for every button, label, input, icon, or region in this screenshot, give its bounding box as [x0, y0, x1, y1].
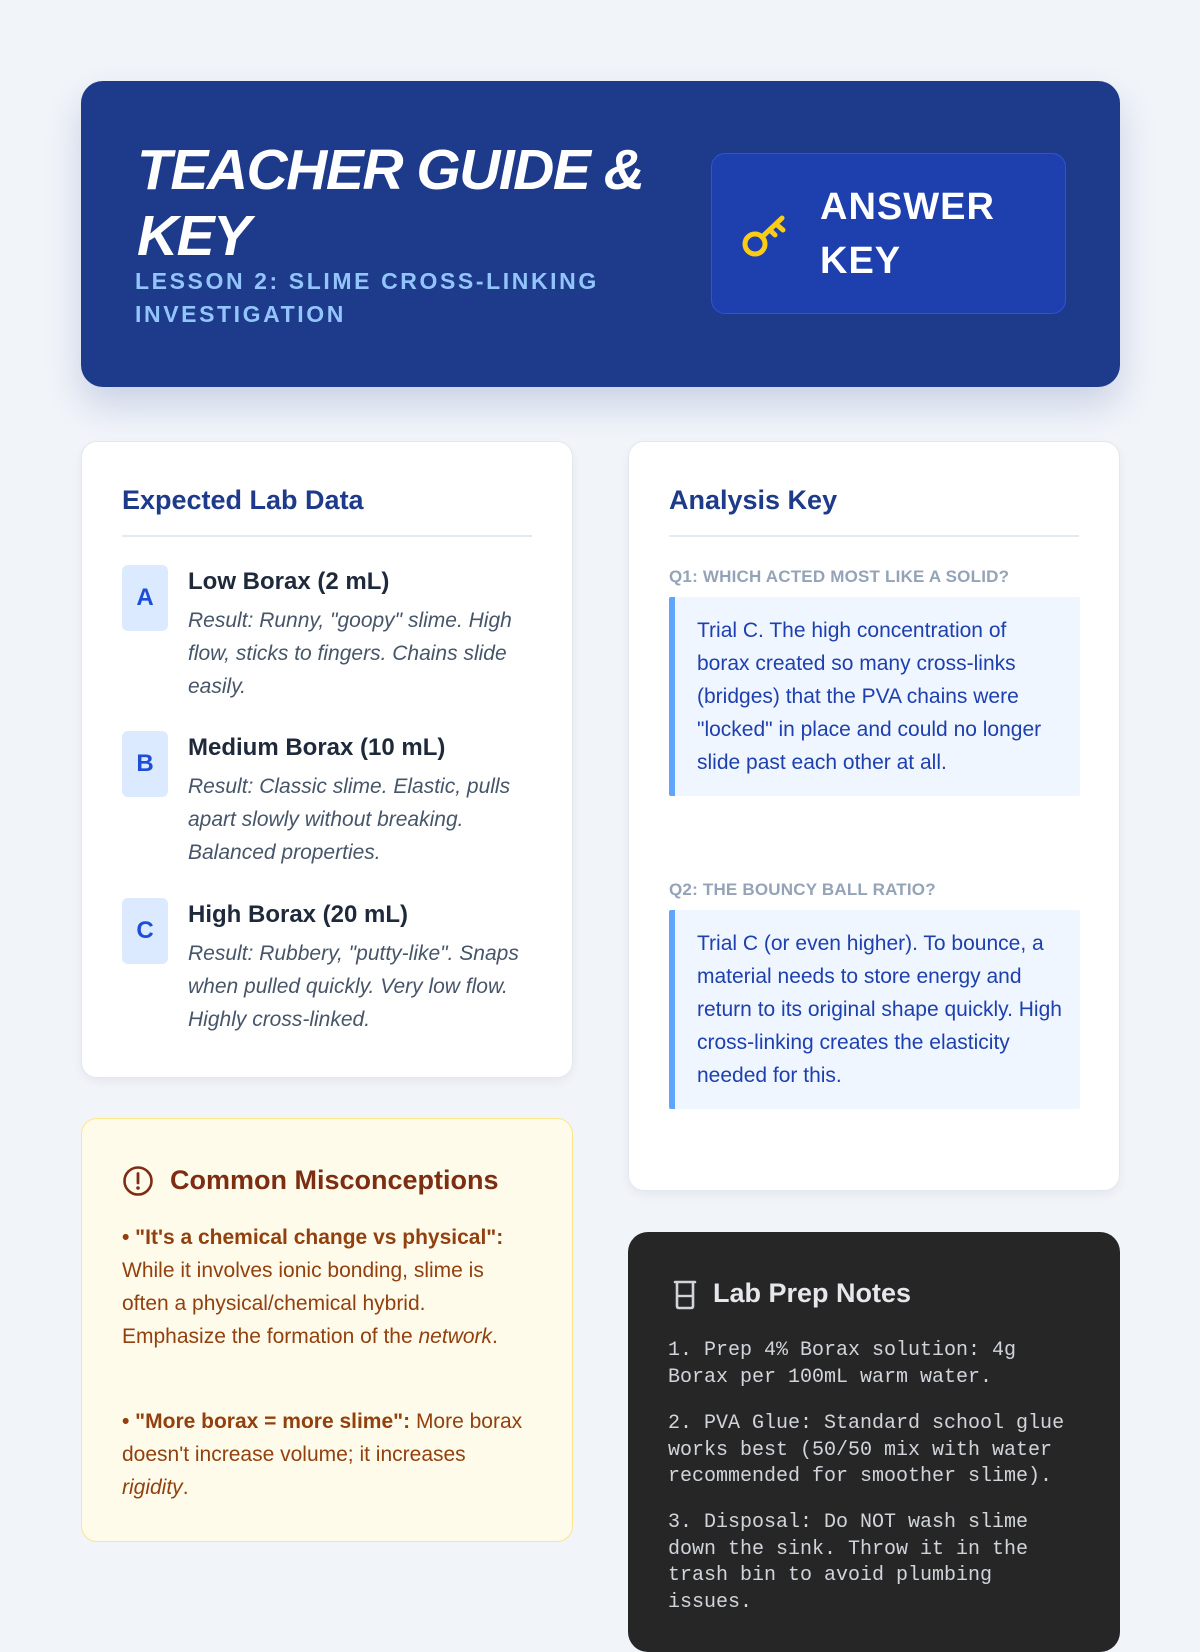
prep-note: 3. Disposal: Do NOT wash slime down the sink. Throw it in the trash bin to avoid plumbing issues.	[668, 1511, 1029, 1614]
alert-circle-icon	[122, 1165, 154, 1197]
trial-name: Medium Borax (10 mL)	[188, 734, 446, 761]
misconception-text-end: .	[182, 1476, 189, 1499]
misconception-text: More borax doesn't increase volume; it increases	[122, 1410, 523, 1466]
answer-key-label: ANSWER KEY	[820, 186, 995, 282]
common-misconceptions-card	[81, 1118, 573, 1542]
answer-key-badge	[711, 153, 1066, 314]
trial-result: Result: Rubbery, "putty-like". Snaps when pulled quickly. Very low flow. Highly cross-linked.	[188, 942, 519, 1031]
expected-lab-data-card	[81, 441, 573, 1078]
prep-note: 1. Prep 4% Borax solution: 4g Borax per 100mL warm water.	[668, 1339, 1017, 1389]
trial-name: Low Borax (2 mL)	[188, 568, 390, 595]
misconception-text-end: .	[492, 1325, 498, 1348]
misconception-item	[122, 1405, 534, 1504]
misconception-emphasis: network	[418, 1325, 493, 1348]
trial-letter-badge: C	[122, 898, 168, 964]
answer-box: Trial C (or even higher). To bounce, a material needs to store energy and return to its original shape quickly. High cross-linking creates the elasticity needed for this.	[669, 910, 1080, 1109]
misconception-text: While it involves ionic bonding, slime is often a physical/chemical hybrid. Emphasize the formation of the	[122, 1259, 484, 1348]
misconception-emphasis: rigidity	[122, 1476, 183, 1499]
misconception-lead: • "More borax = more slime":	[122, 1410, 411, 1433]
question-label: Q2: THE BOUNCY BALL RATIO?	[669, 880, 936, 899]
misconception-lead: • "It's a chemical change vs physical":	[122, 1226, 504, 1249]
prep-notes-title: Lab Prep Notes	[713, 1278, 912, 1308]
analysis-key-title: Analysis Key	[669, 485, 838, 515]
answer-box: Trial C. The high concentration of borax created so many cross-links (bridges) that the PVA chains were "locked" in place and could no longer slide past each other at all.	[669, 597, 1080, 796]
header-banner	[81, 81, 1120, 387]
lab-prep-notes-card	[628, 1232, 1120, 1652]
prep-note: 2. PVA Glue: Standard school glue works best (50/50 mix with water recommended for smoother slime).	[668, 1412, 1065, 1488]
divider	[669, 535, 1079, 537]
misconception-item	[122, 1221, 534, 1353]
misconceptions-title: Common Misconceptions	[170, 1165, 499, 1195]
divider	[122, 535, 532, 537]
beaker-icon	[672, 1279, 698, 1311]
trial-name: High Borax (20 mL)	[188, 901, 409, 928]
trial-letter-badge: B	[122, 731, 168, 797]
lab-data-title: Expected Lab Data	[122, 485, 364, 515]
analysis-key-card	[628, 441, 1120, 1191]
lesson-subtitle: LESSON 2: SLIME CROSS-LINKING INVESTIGATION	[135, 268, 599, 327]
trial-letter-badge: A	[122, 565, 168, 631]
trial-result: Result: Classic slime. Elastic, pulls apart slowly without breaking. Balanced properties.	[188, 775, 511, 864]
page-title: TEACHER GUIDE & KEY	[137, 138, 644, 268]
key-icon	[740, 210, 790, 260]
question-label: Q1: WHICH ACTED MOST LIKE A SOLID?	[669, 567, 1010, 586]
trial-result: Result: Runny, "goopy" slime. High flow, sticks to fingers. Chains slide easily.	[188, 609, 512, 698]
